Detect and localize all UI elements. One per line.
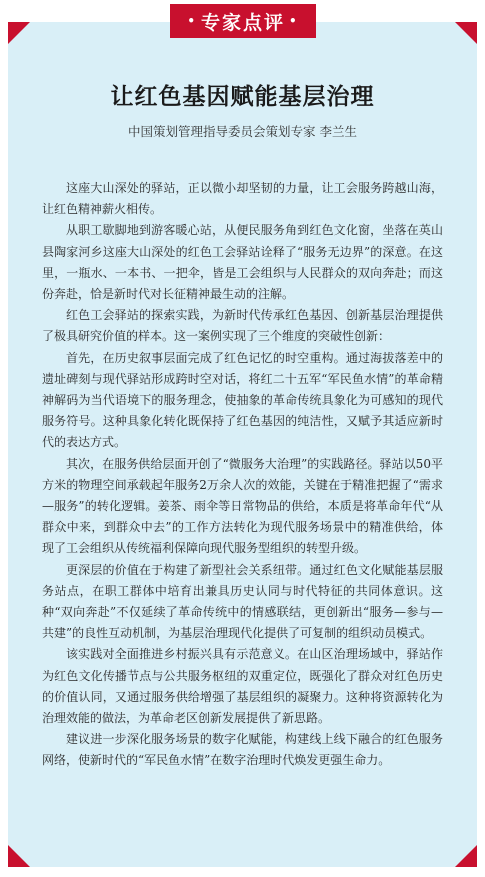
paragraph: 更深层的价值在于构建了新型社会关系纽带。通过红色文化赋能基层服务站点，在职工群体中培育出兼具历史认同与时代特征的共同体意识。这种“双向奔赴”不仅延续了革命传统中的情感联结，更创新出“服务—参与—共建”的良性互动机制，为基层治理现代化提供了可复制的组织动员模式。	[42, 562, 443, 641]
corner-ornament	[455, 845, 477, 867]
corner-ornament	[455, 22, 477, 44]
paragraph: 建议进一步深化服务场景的数字化赋能，构建线上线下融合的红色服务网络，使新时代的“军民鱼水情”在数字治理时代焕发更强生命力。	[42, 732, 443, 768]
paragraph: 红色工会驿站的探索实践，为新时代传承红色基因、创新基层治理提供了极具研究价值的样本。这一案例实现了三个维度的突破性创新：	[42, 308, 443, 344]
corner-ornament	[8, 845, 30, 867]
article-author: 中国策划管理指导委员会策划专家 李兰生	[128, 124, 357, 139]
paragraph: 首先，在历史叙事层面完成了红色记忆的时空重构。通过海拔落差中的遗址碑刻与现代驿站形成跨时空对话，将红二十五军“军民鱼水情”的革命精神解码为当代语境下的服务理念，使抽象的革命传统具象化为可感知的现代服务符号。这种具象化转化既保持了红色基因的纯洁性，又赋予其适应新时代的表达方式。	[42, 350, 443, 450]
paragraph: 该实践对全面推进乡村振兴具有示范意义。在山区治理场域中，驿站作为红色文化传播节点与公共服务枢纽的双重定位，既强化了群众对红色历史的价值认同，又通过服务供给增强了基层组织的凝聚力。这种将资源转化为治理效能的做法，为革命老区创新发展提供了新思路。	[42, 647, 443, 726]
article-body	[42, 178, 443, 772]
section-banner	[170, 4, 316, 38]
paragraph: 从职工歇脚地到游客暖心站，从便民服务角到红色文化窗，坐落在英山县陶家河乡这座大山深处的红色工会驿站诠释了“服务无边界”的深意。在这里，一瓶水、一本书、一把伞，皆是工会组织与人民群众的双向奔赴；而这份奔赴，恰是新时代对长征精神最生动的注解。	[42, 223, 443, 302]
bullet-icon: •	[289, 14, 299, 28]
bullet-icon: •	[187, 14, 197, 28]
corner-ornament	[8, 22, 30, 44]
paragraph: 这座大山深处的驿站，正以微小却坚韧的力量，让工会服务跨越山海，让红色精神薪火相传。	[42, 181, 443, 217]
article-title: 让红色基因赋能基层治理	[110, 83, 375, 110]
paragraph: 其次，在服务供给层面开创了“微服务大治理”的实践路径。驿站以50平方米的物理空间承载起年服务2万余人次的效能，关键在于精准把握了“需求—服务”的转化逻辑。姜茶、雨伞等日常物品的供给，本质是将革命年代“从群众中来，到群众中去”的工作方法转化为现代服务场景中的精准供给，体现了工会组织从传统福利保障向现代服务型组织的转型升级。	[42, 456, 443, 556]
banner-label: 专家点评	[200, 11, 285, 34]
